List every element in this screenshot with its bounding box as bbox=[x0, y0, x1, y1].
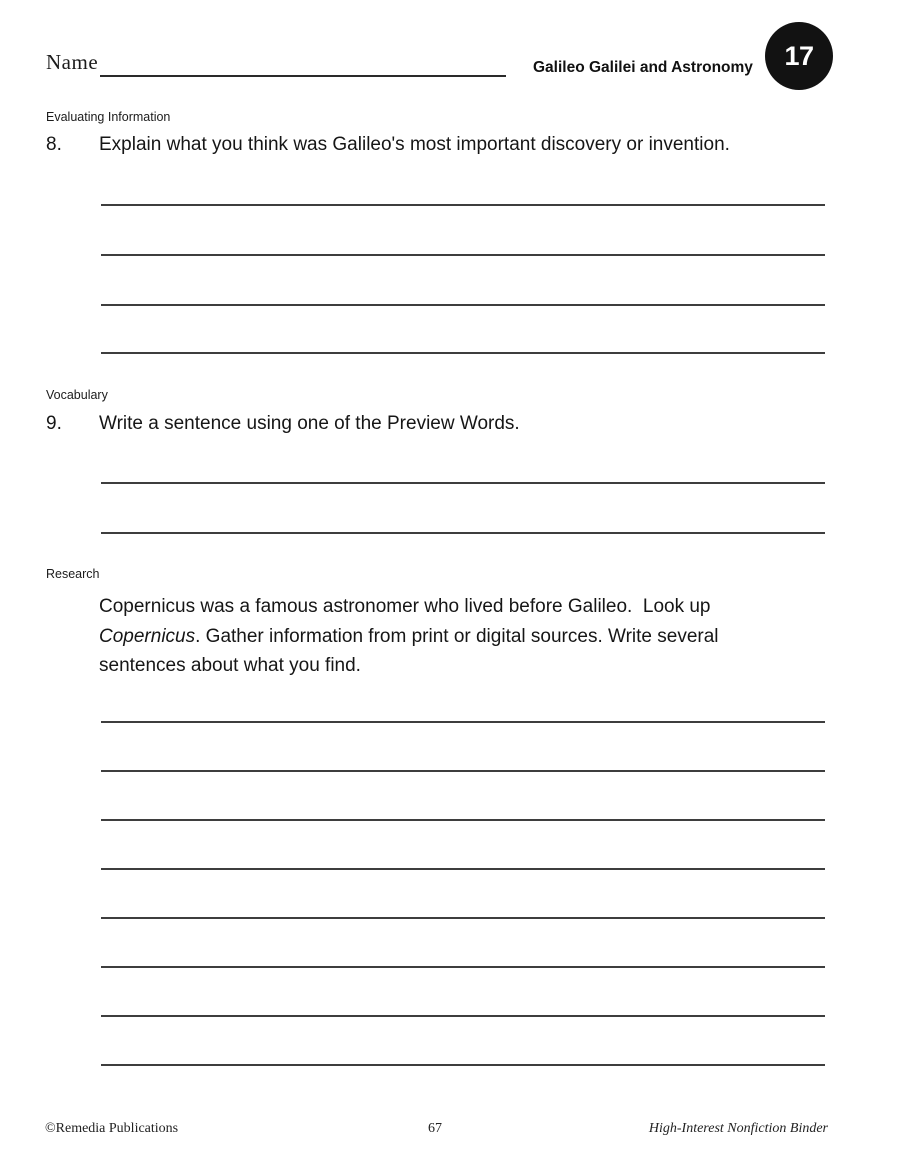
research-instructions bbox=[99, 592, 799, 681]
research-paragraph-line-2-rest: . Gather information from print or digital sources. Write several bbox=[195, 625, 719, 647]
page-badge-number: 17 bbox=[784, 40, 814, 71]
answer-line bbox=[101, 966, 825, 968]
answer-line bbox=[101, 482, 825, 484]
answer-line bbox=[101, 1015, 825, 1017]
section-label-research: Research bbox=[46, 567, 100, 581]
name-label: Name bbox=[46, 50, 99, 74]
answer-line bbox=[101, 819, 825, 821]
answer-line bbox=[101, 1064, 825, 1066]
answer-line bbox=[101, 917, 825, 919]
research-paragraph-line-2 bbox=[99, 622, 799, 652]
answer-line bbox=[101, 868, 825, 870]
answer-line bbox=[101, 721, 825, 723]
answer-line bbox=[101, 204, 825, 206]
page-number-badge bbox=[765, 22, 833, 90]
answer-line bbox=[101, 770, 825, 772]
copernicus-italic: Copernicus bbox=[99, 625, 196, 647]
answer-line bbox=[101, 532, 825, 534]
answer-line bbox=[101, 304, 825, 306]
name-blank-line bbox=[100, 75, 506, 77]
question-8-text: Explain what you think was Galileo's most important discovery or invention. bbox=[99, 134, 730, 155]
book-title-footer: High-Interest Nonfiction Binder bbox=[648, 1121, 828, 1136]
section-label-evaluating-information: Evaluating Information bbox=[46, 110, 171, 124]
worksheet-title: Galileo Galilei and Astronomy bbox=[533, 59, 753, 76]
answer-line bbox=[101, 352, 825, 354]
question-9-number: 9. bbox=[46, 413, 62, 434]
question-8-number: 8. bbox=[46, 134, 62, 155]
research-paragraph-line-1: Copernicus was a famous astronomer who lived before Galileo. Look up bbox=[99, 596, 711, 617]
answer-line bbox=[101, 254, 825, 256]
page-number-footer: 67 bbox=[428, 1121, 442, 1136]
research-paragraph-line-3: sentences about what you find. bbox=[99, 655, 361, 676]
question-9-text: Write a sentence using one of the Preview Words. bbox=[99, 413, 520, 434]
publisher-credit: ©Remedia Publications bbox=[45, 1121, 179, 1136]
section-label-vocabulary: Vocabulary bbox=[46, 388, 108, 402]
